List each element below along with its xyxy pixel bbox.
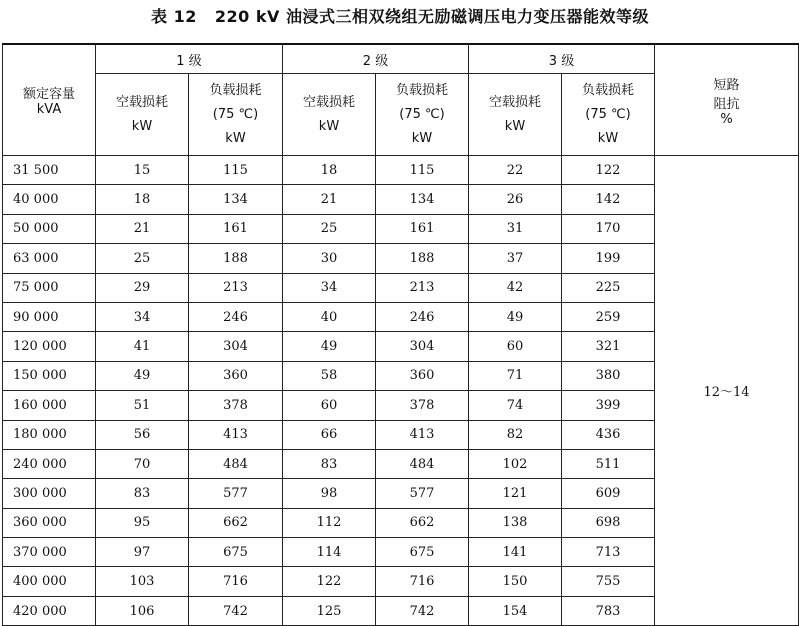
capacity-cell: 370 000 [3, 538, 96, 567]
level-2-load-header [376, 74, 469, 156]
level-2-noload-cell: 125 [283, 596, 376, 625]
load-temp: (75 ℃) [585, 106, 631, 122]
load-temp: (75 ℃) [212, 106, 259, 122]
level-1-load-cell: 742 [189, 596, 283, 625]
level-1-header: 1 级 [96, 44, 283, 74]
level-1-noload-cell: 41 [96, 332, 189, 361]
capacity-cell: 300 000 [3, 479, 96, 508]
level-2-noload-header [283, 74, 376, 156]
capacity-label: 额定容量 [22, 87, 75, 102]
level-2-load-cell: 188 [376, 244, 469, 273]
level-1-load-header [189, 74, 283, 156]
level-2-load-cell: 134 [376, 185, 469, 214]
level-2-load-cell: 662 [376, 508, 469, 537]
capacity-header [3, 44, 96, 156]
capacity-cell: 31 500 [3, 156, 96, 185]
level-3-load-cell: 609 [562, 479, 655, 508]
level-1-noload-cell: 15 [96, 156, 189, 185]
level-3-noload-cell: 121 [469, 479, 562, 508]
capacity-cell: 400 000 [3, 567, 96, 596]
level-3-load-cell: 380 [562, 361, 655, 390]
level-3-load-cell: 755 [562, 567, 655, 596]
level-2-noload-cell: 49 [283, 332, 376, 361]
level-2-load-cell: 413 [376, 420, 469, 449]
level-1-load-cell: 484 [189, 449, 283, 478]
level-3-noload-cell: 102 [469, 449, 562, 478]
level-3-load-cell: 170 [562, 214, 655, 243]
level-1-load-cell: 413 [189, 420, 283, 449]
level-2-load-cell: 246 [376, 302, 469, 331]
level-1-load-cell: 134 [189, 185, 283, 214]
noload-unit: kW [504, 118, 526, 134]
capacity-cell: 160 000 [3, 391, 96, 420]
level-1-load-cell: 213 [189, 273, 283, 302]
level-1-noload-cell: 29 [96, 273, 189, 302]
level-3-load-cell: 122 [562, 156, 655, 185]
level-1-noload-cell: 34 [96, 302, 189, 331]
level-2-noload-cell: 114 [283, 538, 376, 567]
capacity-unit: kVA [36, 102, 62, 117]
level-3-noload-cell: 74 [469, 391, 562, 420]
level-2-load-cell: 484 [376, 449, 469, 478]
level-2-noload-cell: 30 [283, 244, 376, 273]
level-3-noload-cell: 49 [469, 302, 562, 331]
level-1-noload-cell: 83 [96, 479, 189, 508]
level-2-noload-cell: 98 [283, 479, 376, 508]
level-2-load-cell: 213 [376, 273, 469, 302]
level-3-load-cell: 142 [562, 185, 655, 214]
capacity-cell: 240 000 [3, 449, 96, 478]
level-3-load-cell: 259 [562, 302, 655, 331]
capacity-cell: 120 000 [3, 332, 96, 361]
level-2-noload-cell: 66 [283, 420, 376, 449]
load-unit: kW [225, 130, 246, 146]
level-1-load-cell: 161 [189, 214, 283, 243]
level-2-load-cell: 360 [376, 361, 469, 390]
level-3-load-header [562, 74, 655, 156]
level-3-noload-cell: 37 [469, 244, 562, 273]
level-3-load-cell: 713 [562, 538, 655, 567]
level-1-load-cell: 716 [189, 567, 283, 596]
level-2-load-cell: 577 [376, 479, 469, 508]
table-row [3, 156, 799, 185]
level-2-noload-cell: 60 [283, 391, 376, 420]
capacity-cell: 180 000 [3, 420, 96, 449]
capacity-cell: 50 000 [3, 214, 96, 243]
level-1-noload-cell: 49 [96, 361, 189, 390]
level-2-noload-cell: 34 [283, 273, 376, 302]
level-1-noload-header [96, 74, 189, 156]
noload-label: 空载损耗 [302, 94, 355, 110]
capacity-cell: 360 000 [3, 508, 96, 537]
level-3-header: 3 级 [469, 44, 655, 74]
capacity-cell: 90 000 [3, 302, 96, 331]
level-2-header: 2 级 [283, 44, 469, 74]
capacity-cell: 40 000 [3, 185, 96, 214]
header-row-levels [3, 44, 799, 74]
level-1-load-cell: 577 [189, 479, 283, 508]
level-3-load-cell: 199 [562, 244, 655, 273]
efficiency-table [2, 43, 799, 626]
level-1-noload-cell: 21 [96, 214, 189, 243]
noload-label: 空载损耗 [115, 94, 168, 110]
table-caption [0, 4, 800, 27]
level-2-load-cell: 304 [376, 332, 469, 361]
level-3-load-cell: 321 [562, 332, 655, 361]
level-1-noload-cell: 56 [96, 420, 189, 449]
level-1-noload-cell: 51 [96, 391, 189, 420]
level-1-load-cell: 662 [189, 508, 283, 537]
level-2-noload-cell: 122 [283, 567, 376, 596]
noload-label: 空载损耗 [488, 94, 541, 110]
level-3-load-cell: 399 [562, 391, 655, 420]
capacity-cell: 75 000 [3, 273, 96, 302]
level-1-noload-cell: 18 [96, 185, 189, 214]
level-1-noload-cell: 70 [96, 449, 189, 478]
table-title: 220 kV 油浸式三相双绕组无励磁调压电力变压器能效等级 [214, 7, 649, 26]
level-3-noload-cell: 138 [469, 508, 562, 537]
impedance-label-2: 阻抗 [713, 96, 740, 112]
level-3-load-cell: 511 [562, 449, 655, 478]
level-1-load-cell: 115 [189, 156, 283, 185]
level-1-noload-cell: 97 [96, 538, 189, 567]
load-label: 负载损耗 [581, 82, 634, 98]
level-3-noload-cell: 60 [469, 332, 562, 361]
level-3-noload-cell: 42 [469, 273, 562, 302]
level-3-noload-cell: 71 [469, 361, 562, 390]
level-1-load-cell: 360 [189, 361, 283, 390]
level-2-noload-cell: 18 [283, 156, 376, 185]
impedance-header [655, 44, 799, 156]
level-2-noload-cell: 25 [283, 214, 376, 243]
level-1-load-cell: 246 [189, 302, 283, 331]
impedance-unit: % [720, 111, 733, 127]
level-3-load-cell: 436 [562, 420, 655, 449]
level-2-noload-cell: 58 [283, 361, 376, 390]
noload-unit: kW [318, 118, 340, 134]
level-2-noload-cell: 40 [283, 302, 376, 331]
level-2-load-cell: 378 [376, 391, 469, 420]
level-2-noload-cell: 21 [283, 185, 376, 214]
level-3-noload-cell: 31 [469, 214, 562, 243]
level-2-load-cell: 161 [376, 214, 469, 243]
level-1-load-cell: 675 [189, 538, 283, 567]
load-unit: kW [411, 130, 433, 146]
level-1-noload-cell: 106 [96, 596, 189, 625]
level-3-load-cell: 698 [562, 508, 655, 537]
level-3-load-cell: 225 [562, 273, 655, 302]
load-unit: kW [597, 130, 619, 146]
table-number: 表 12 [151, 7, 197, 26]
level-3-noload-cell: 150 [469, 567, 562, 596]
level-2-load-cell: 675 [376, 538, 469, 567]
level-1-load-cell: 378 [189, 391, 283, 420]
level-3-noload-cell: 141 [469, 538, 562, 567]
level-1-noload-cell: 95 [96, 508, 189, 537]
load-temp: (75 ℃) [399, 106, 445, 122]
level-3-load-cell: 783 [562, 596, 655, 625]
level-3-noload-cell: 154 [469, 596, 562, 625]
impedance-value-cell: 12～14 [655, 156, 799, 626]
level-1-load-cell: 304 [189, 332, 283, 361]
level-3-noload-header [469, 74, 562, 156]
level-3-noload-cell: 26 [469, 185, 562, 214]
capacity-cell: 150 000 [3, 361, 96, 390]
level-1-noload-cell: 25 [96, 244, 189, 273]
level-2-load-cell: 742 [376, 596, 469, 625]
level-2-load-cell: 115 [376, 156, 469, 185]
level-2-noload-cell: 112 [283, 508, 376, 537]
impedance-label-1: 短路 [713, 77, 740, 93]
level-2-noload-cell: 83 [283, 449, 376, 478]
capacity-cell: 420 000 [3, 596, 96, 625]
level-2-load-cell: 716 [376, 567, 469, 596]
noload-unit: kW [131, 118, 153, 134]
level-1-noload-cell: 103 [96, 567, 189, 596]
load-label: 负载损耗 [395, 82, 448, 98]
level-3-noload-cell: 82 [469, 420, 562, 449]
level-3-noload-cell: 22 [469, 156, 562, 185]
load-label: 负载损耗 [209, 82, 262, 98]
level-1-load-cell: 188 [189, 244, 283, 273]
capacity-cell: 63 000 [3, 244, 96, 273]
